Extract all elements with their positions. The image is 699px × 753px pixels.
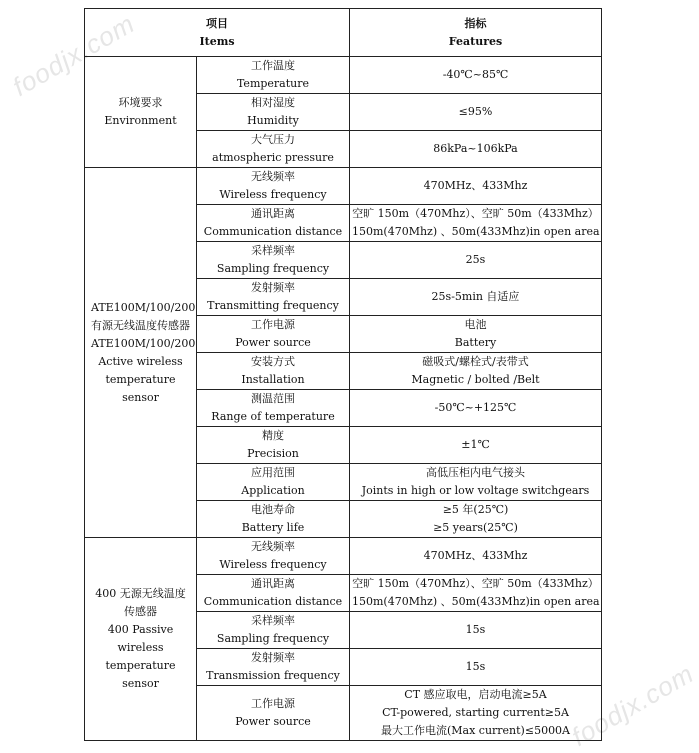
watermark: foodjx.com: [7, 8, 140, 102]
item-name-en: Transmission frequency: [206, 669, 340, 682]
item-name-en: Communication distance: [203, 225, 343, 238]
feature-value: -40℃~85℃: [442, 68, 509, 81]
item-cell: [197, 649, 350, 686]
feature-value: 空旷 150m（470Mhz）、空旷 50m（433Mhz）: [352, 207, 599, 220]
table-header-row: [85, 9, 602, 57]
item-cell: [197, 575, 350, 612]
item-name-cn: 采样频率: [251, 614, 295, 627]
item-name-cn: 工作电源: [251, 318, 295, 331]
item-cell: [197, 538, 350, 575]
group-label-en: 400 Passive wireless temperature sensor: [105, 623, 176, 690]
feature-value: 磁吸式/螺栓式/表带式: [422, 355, 529, 368]
feature-value: 高低压柜内电气接头: [426, 466, 525, 479]
feature-cell: [350, 612, 602, 649]
item-cell: [197, 464, 350, 501]
item-name-cn: 无线频率: [251, 170, 295, 183]
item-cell: [197, 353, 350, 390]
feature-value: 25s-5min 自适应: [431, 290, 520, 303]
feature-cell: [350, 686, 602, 741]
header-features-cn: 指标: [464, 16, 487, 30]
item-name-en: Transmitting frequency: [207, 299, 339, 312]
feature-value: Joints in high or low voltage switchgears: [361, 484, 590, 497]
item-name-cn: 应用范围: [251, 466, 295, 479]
feature-value: 空旷 150m（470Mhz）、空旷 50m（433Mhz）: [352, 577, 599, 590]
feature-cell: [350, 501, 602, 538]
item-cell: [197, 612, 350, 649]
feature-cell: [350, 279, 602, 316]
feature-value: CT-powered, starting current≥5A: [382, 706, 569, 719]
group-label-cn: ATE100M/100/200 有源无线温度传感器: [91, 300, 196, 332]
header-items: [85, 9, 350, 57]
item-name-cn: 工作电源: [251, 697, 295, 710]
feature-value: 470MHz、433Mhz: [423, 549, 528, 562]
feature-value: 15s: [465, 623, 486, 636]
feature-value: ±1℃: [461, 438, 490, 451]
group-label-cn: 400 无源无线温度传感器: [95, 587, 186, 618]
item-name-en: Temperature: [236, 77, 310, 90]
group-label: [85, 168, 197, 538]
feature-cell: [350, 316, 602, 353]
feature-value: 15s: [465, 660, 486, 673]
item-name-cn: 通讯距离: [251, 577, 295, 590]
item-name-en: Range of temperature: [211, 410, 335, 423]
group-label: [85, 57, 197, 168]
item-cell: [197, 390, 350, 427]
header-features: [350, 9, 602, 57]
feature-cell: [350, 427, 602, 464]
item-cell: [197, 501, 350, 538]
feature-value: CT 感应取电，启动电流≥5A: [404, 688, 547, 701]
item-name-en: Power source: [235, 715, 311, 728]
item-name-cn: 发射频率: [251, 651, 295, 664]
feature-value: ≥5 年(25℃): [442, 503, 509, 516]
feature-cell: [350, 94, 602, 131]
item-name-en: Sampling frequency: [216, 262, 330, 275]
item-name-cn: 相对湿度: [251, 96, 295, 109]
item-name-cn: 发射频率: [251, 281, 295, 294]
item-name-en: atmospheric pressure: [212, 151, 334, 164]
feature-cell: [350, 464, 602, 501]
item-cell: [197, 94, 350, 131]
table-row: [85, 538, 602, 575]
feature-value: Magnetic / bolted /Belt: [411, 373, 540, 386]
feature-cell: [350, 242, 602, 279]
header-items-en: Items: [199, 34, 235, 48]
item-name-cn: 工作温度: [251, 59, 295, 72]
table-row: [85, 57, 602, 94]
feature-value: -50℃~+125℃: [434, 401, 517, 414]
header-features-en: Features: [448, 34, 503, 48]
feature-cell: [350, 575, 602, 612]
item-cell: [197, 316, 350, 353]
item-name-en: Humidity: [247, 114, 299, 127]
feature-value: 最大工作电流(Max current)≤5000A: [380, 724, 571, 737]
feature-cell: [350, 353, 602, 390]
feature-value: Battery: [454, 336, 497, 349]
feature-value: 150m(470Mhz) 、50m(433Mhz)in open area: [352, 225, 600, 238]
item-cell: [197, 168, 350, 205]
group-label: [85, 538, 197, 741]
group-label-cn: 环境要求: [118, 96, 163, 109]
feature-value: 470MHz、433Mhz: [423, 179, 528, 192]
feature-cell: [350, 57, 602, 94]
item-cell: [197, 686, 350, 741]
feature-cell: [350, 205, 602, 242]
header-items-cn: 项目: [206, 16, 228, 30]
item-cell: [197, 131, 350, 168]
item-name-en: Power source: [235, 336, 311, 349]
item-cell: [197, 279, 350, 316]
item-name-en: Wireless frequency: [219, 188, 327, 201]
item-name-en: Application: [241, 484, 305, 497]
feature-cell: [350, 538, 602, 575]
item-name-en: Installation: [241, 373, 305, 386]
group-label-en: Environment: [104, 114, 177, 127]
watermark: foodjx.com: [566, 658, 699, 752]
feature-cell: [350, 390, 602, 427]
item-name-en: Sampling frequency: [216, 632, 330, 645]
item-name-cn: 通讯距离: [251, 207, 295, 220]
item-name-cn: 大气压力: [251, 133, 295, 146]
item-name-en: Precision: [247, 447, 299, 460]
item-name-en: Communication distance: [203, 595, 343, 608]
feature-value: ≤95%: [458, 105, 493, 118]
feature-value: 电池: [464, 318, 487, 331]
item-cell: [197, 57, 350, 94]
item-name-cn: 采样频率: [251, 244, 295, 257]
item-name-en: Battery life: [241, 521, 305, 534]
feature-cell: [350, 131, 602, 168]
feature-value: 150m(470Mhz) 、50m(433Mhz)in open area: [352, 595, 600, 608]
feature-cell: [350, 168, 602, 205]
group-label-en: ATE100M/100/200 Active wireless temperature sensor: [91, 336, 196, 404]
item-cell: [197, 427, 350, 464]
feature-value: ≥5 years(25℃): [433, 521, 518, 534]
item-name-cn: 无线频率: [251, 540, 295, 553]
feature-value: 86kPa~106kPa: [433, 142, 518, 155]
item-name-en: Wireless frequency: [219, 558, 327, 571]
item-cell: [197, 205, 350, 242]
feature-cell: [350, 649, 602, 686]
feature-value: 25s: [465, 253, 486, 266]
item-name-cn: 精度: [262, 429, 284, 442]
table-row: [85, 168, 602, 205]
item-name-cn: 测温范围: [251, 392, 295, 405]
item-name-cn: 安装方式: [251, 355, 295, 368]
spec-table: [84, 8, 602, 741]
item-cell: [197, 242, 350, 279]
item-name-cn: 电池寿命: [251, 503, 295, 516]
